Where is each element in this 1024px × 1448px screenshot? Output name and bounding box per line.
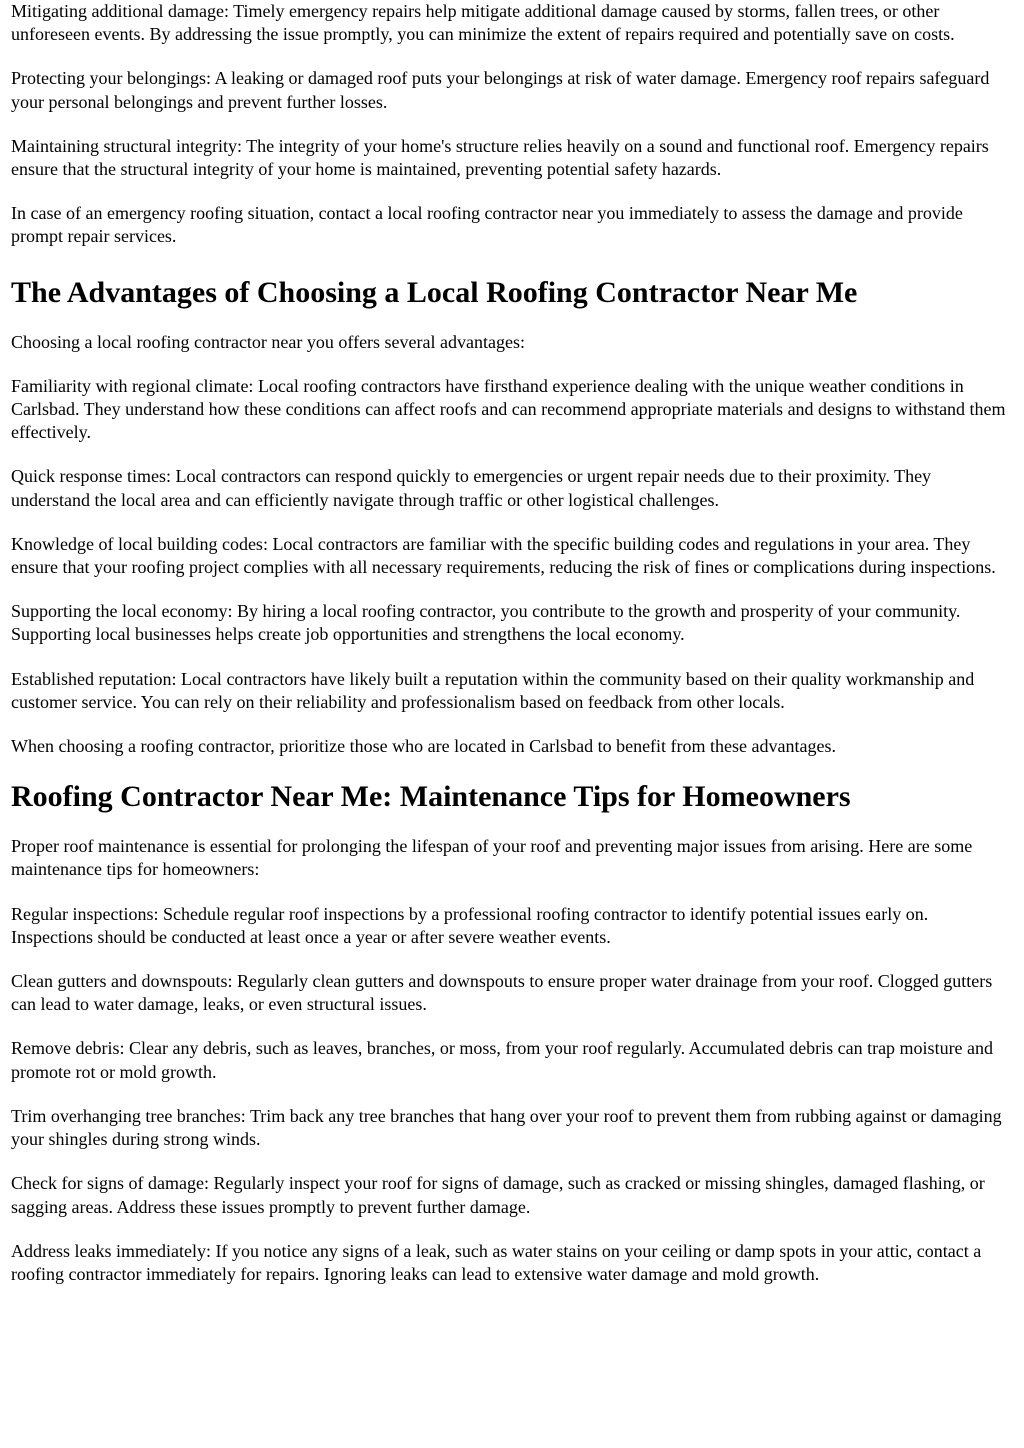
paragraph-check-damage: Check for signs of damage: Regularly inspect your roof for signs of damage, such as cracked or missing shingles, damaged flashing, or sagging areas. Address these issues promptly to prevent further damage. [11,1173,985,1217]
maintenance-heading: Roofing Contractor Near Me: Maintenance Tips for Homeowners [11,780,851,814]
emergency-repairs-section [11,0,1013,249]
paragraph-clean-gutters: Clean gutters and downspouts: Regularly clean gutters and downspouts to ensure proper water drainage from your roof. Clogged gutters can lead to water damage, leaks, or even structural issues. [11,971,993,1015]
paragraph-regional-climate: Familiarity with regional climate: Local roofing contractors have firsthand experience dealing with the unique weather conditions in Carlsbad. They understand how these conditions can affect roofs and can recommend appropriate materials and designs to withstand them effectively. [11,375,1006,443]
advantages-section [11,275,1013,759]
paragraph-structural-integrity: Maintaining structural integrity: The integrity of your home's structure relies heavily on a sound and functional roof. Emergency repairs ensure that the structural integrity of your home is maintained, preventing potential safety hazards. [11,135,989,180]
maintenance-section [11,779,1013,1286]
paragraph-emergency-contact: In case of an emergency roofing situation, contact a local roofing contractor near you immediately to assess the damage and provide prompt repair services. [11,203,963,247]
advantages-heading: The Advantages of Choosing a Local Roofing Contractor Near Me [11,275,858,309]
paragraph-protecting-belongings: Protecting your belongings: A leaking or damaged roof puts your belongings at risk of water damage. Emergency roof repairs safeguard your personal belongings and prevent further losses. [11,68,990,112]
paragraph-advantages-summary: When choosing a roofing contractor, prioritize those who are located in Carlsbad to benefit from these advantages. [11,736,836,757]
paragraph-mitigating-damage: Mitigating additional damage: Timely emergency repairs help mitigate additional damage caused by storms, fallen trees, or other unforeseen events. By addressing the issue promptly, you can minimize the extent of repairs required and potentially save on costs. [11,1,955,45]
paragraph-maintenance-intro: Proper roof maintenance is essential for prolonging the lifespan of your roof and preventing major issues from arising. Here are some maintenance tips for homeowners: [11,836,973,880]
paragraph-local-economy: Supporting the local economy: By hiring a local roofing contractor, you contribute to the growth and prosperity of your community. Supporting local businesses helps create job opportunities and strengthens the local economy. [11,601,961,645]
document-page [11,0,1013,1307]
paragraph-trim-branches: Trim overhanging tree branches: Trim back any tree branches that hang over your roof to prevent them from rubbing against or damaging your shingles during strong winds. [11,1105,1002,1150]
paragraph-quick-response: Quick response times: Local contractors can respond quickly to emergencies or urgent repair needs due to their proximity. They understand the local area and can efficiently navigate through traffic or other logistical challenges. [11,466,932,510]
paragraph-remove-debris: Remove debris: Clear any debris, such as leaves, branches, or moss, from your roof regularly. Accumulated debris can trap moisture and promote rot or mold growth. [11,1038,994,1082]
paragraph-regular-inspections: Regular inspections: Schedule regular roof inspections by a professional roofing contractor to identify potential issues early on. Inspections should be conducted at least once a year or after severe weather events. [11,903,929,947]
paragraph-building-codes: Knowledge of local building codes: Local contractors are familiar with the specific building codes and regulations in your area. They ensure that your roofing project complies with all necessary requirements, reducing the risk of fines or complications during inspections. [11,533,996,578]
paragraph-advantages-intro: Choosing a local roofing contractor near you offers several advantages: [11,331,525,352]
paragraph-established-reputation: Established reputation: Local contractors have likely built a reputation within the community based on their quality workmanship and customer service. You can rely on their reliability and professionalism based on feedback from other locals. [11,668,975,712]
paragraph-address-leaks: Address leaks immediately: If you notice any signs of a leak, such as water stains on your ceiling or damp spots in your attic, contact a roofing contractor immediately for repairs. Ignoring leaks can lead to extensive water damage and mold growth. [11,1240,982,1284]
